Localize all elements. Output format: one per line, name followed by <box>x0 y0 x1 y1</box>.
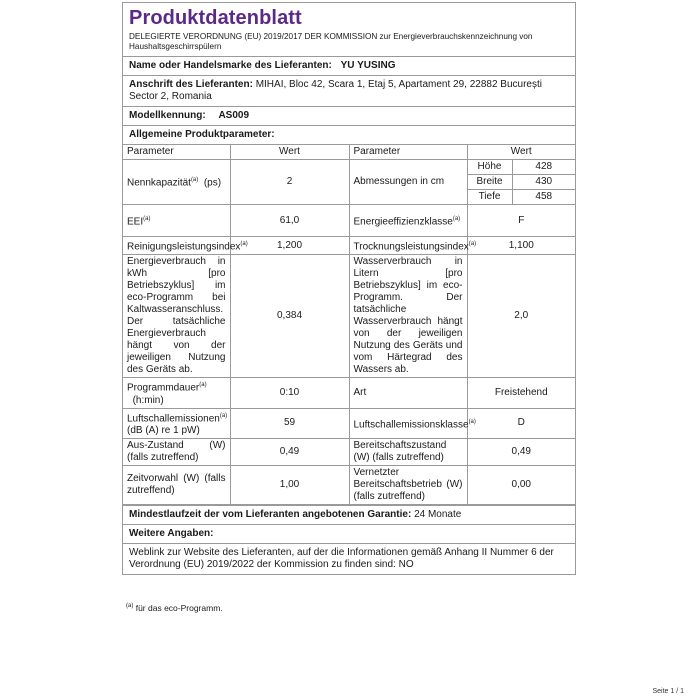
height-label: Höhe <box>467 160 512 175</box>
eei-value: 61,0 <box>230 205 349 237</box>
model-label: Modellkennung: <box>129 110 206 121</box>
noise-class-label: Luftschallemissionsklasse$^{(a)}$ <box>349 408 467 438</box>
general-params-label: Allgemeine Produktparameter: <box>129 129 275 140</box>
table-row <box>123 255 575 378</box>
water-consumption-label: Wasserverbrauch in Litern [pro Betriebszyklus] im eco-Programm. Der tatsächliche Wasserverbrauch hängt von der jeweiligen Nutzung des Geräts und vom Härtegrad des Wassers ab. <box>349 255 467 378</box>
depth-value: 458 <box>512 190 575 205</box>
guarantee-label: Mindestlaufzeit der vom Lieferanten angebotenen Garantie: <box>129 508 412 520</box>
table-header-row <box>123 145 575 160</box>
capacity-label: Nennkapazität$^{(a)}$ (ps) <box>123 160 230 205</box>
delay-start-label: Zeitvorwahl (W) (falls zutreffend) <box>123 465 230 504</box>
eei-label: EEI$^{(a)}$ <box>123 205 230 237</box>
page-number: Seite 1 / 1 <box>652 688 684 695</box>
depth-label: Tiefe <box>467 190 512 205</box>
regulation-subtitle: DELEGIERTE VERORDNUNG (EU) 2019/2017 DER KOMMISSION zur Energieverbrauchskennzeichnung von Haushaltsgeschirrspülern <box>129 32 533 51</box>
table-row <box>123 237 575 255</box>
energy-class-label: Energieeffizienzklasse$^{(a)}$ <box>349 205 467 237</box>
guarantee-value: 24 Monate <box>414 508 462 520</box>
table-row <box>123 160 575 175</box>
water-consumption-value: 2,0 <box>467 255 575 378</box>
off-mode-value: 0,49 <box>230 438 349 465</box>
program-duration-value: 0:10 <box>230 378 349 408</box>
header-parameter: Parameter <box>123 145 230 160</box>
networked-standby-label: Vernetzter Bereitschaftsbetrieb (W) (falls zutreffend) <box>349 465 467 504</box>
energy-class-value: F <box>467 205 575 237</box>
table-row <box>123 378 575 408</box>
general-params-row <box>123 125 575 144</box>
supplier-name-value: YU YUSING <box>340 60 396 71</box>
energy-consumption-label: Energieverbrauch in kWh [pro Betriebszyklus] im eco-Programm bei Kaltwasseranschluss. Der tatsächliche Energieverbrauch hängt von der jeweiligen Nutzung des Geräts ab. <box>123 255 230 378</box>
width-label: Breite <box>467 175 512 190</box>
dimensions-label: Abmessungen in cm <box>349 160 467 205</box>
table-row <box>123 205 575 237</box>
weblink-row: Weblink zur Website des Lieferanten, auf der die Informationen gemäß Anhang II Nummer 6 der Verordnung (EU) 2019/2022 der Kommission zu finden sind: NO <box>123 543 575 574</box>
footnote-marker: (a) <box>126 603 134 610</box>
networked-standby-value: 0,00 <box>467 465 575 504</box>
height-value: 428 <box>512 160 575 175</box>
table-row <box>123 465 575 504</box>
product-data-sheet <box>122 2 576 575</box>
table-row <box>123 408 575 438</box>
drying-index-label: Trocknungsleistungsindex$^{(a)}$ <box>349 237 467 255</box>
standby-value: 0,49 <box>467 438 575 465</box>
supplier-address-label: Anschrift des Lieferanten: <box>129 79 253 90</box>
header-parameter-2: Parameter <box>349 145 467 160</box>
width-value: 430 <box>512 175 575 190</box>
noise-class-value: D <box>467 408 575 438</box>
more-info-label: Weitere Angaben: <box>129 527 214 539</box>
model-row <box>123 106 575 125</box>
program-duration-label: Programmdauer$^{(a)}$ (h:min) <box>123 378 230 408</box>
drying-index-value: 1,100 <box>467 237 575 255</box>
supplier-name-row <box>123 56 575 75</box>
type-label: Art <box>349 378 467 408</box>
page-title: Produktdatenblatt <box>129 7 302 29</box>
supplier-name-label: Name oder Handelsmarke des Lieferanten: <box>129 60 332 71</box>
footnote-text: für das eco-Programm. <box>135 603 223 613</box>
delay-start-value: 1,00 <box>230 465 349 504</box>
noise-label: Luftschallemissionen$^{(a)}$ (dB (A) re 1 pW) <box>123 408 230 438</box>
cleaning-index-value: 1,200 <box>230 237 349 255</box>
type-value: Freistehend <box>467 378 575 408</box>
off-mode-label: Aus-Zustand (W) (falls zutreffend) <box>123 438 230 465</box>
cleaning-index-label: Reinigungsleistungsindex$^{(a)}$ <box>123 237 230 255</box>
footnote <box>126 603 223 613</box>
capacity-value: 2 <box>230 160 349 205</box>
guarantee-row <box>123 505 575 524</box>
header-value: Wert <box>230 145 349 160</box>
supplier-address-row <box>123 75 575 106</box>
header-value-2: Wert <box>467 145 575 160</box>
noise-value: 59 <box>230 408 349 438</box>
energy-consumption-value: 0,384 <box>230 255 349 378</box>
standby-label: Bereitschaftszustand (W) (falls zutreffend) <box>349 438 467 465</box>
model-value: AS009 <box>218 110 250 121</box>
table-row <box>123 438 575 465</box>
supplier-address-value: MIHAI, Bloc 42, Scara 1, Etaj 5, Apartament 29, 22882 București Sector 2, Romania <box>129 79 542 102</box>
parameter-table <box>123 144 575 505</box>
more-info-row <box>123 524 575 543</box>
